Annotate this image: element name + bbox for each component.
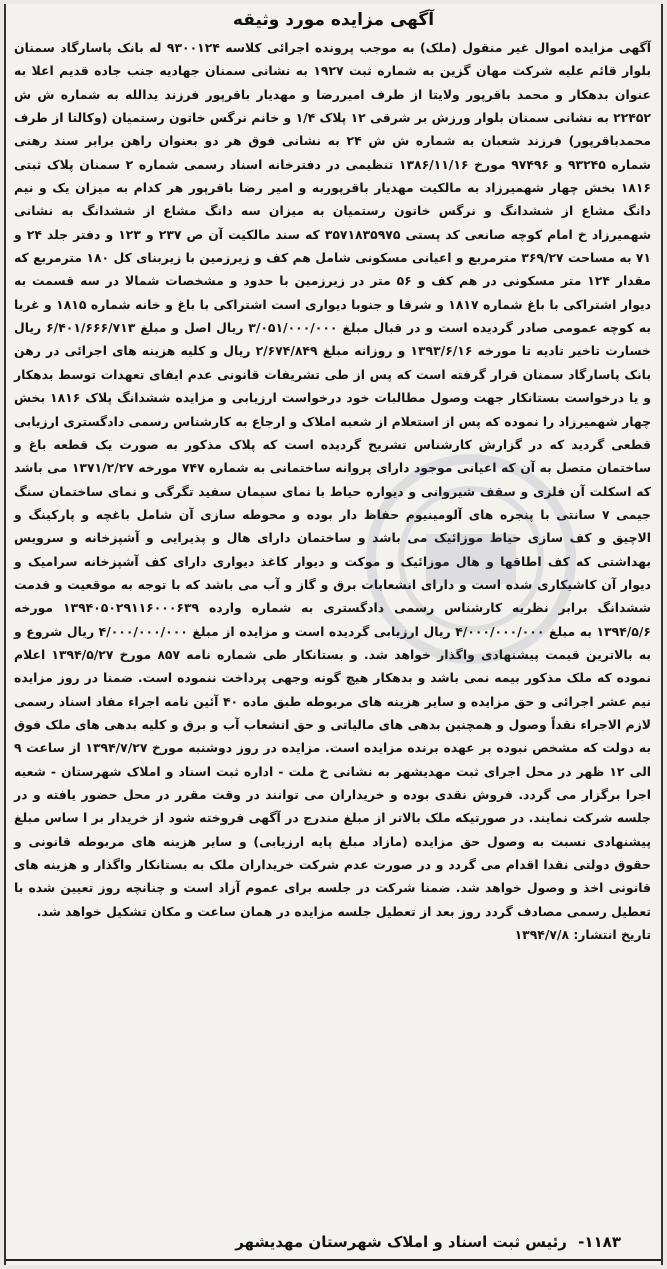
publish-date-label: تاریخ انتشار: [573,927,651,943]
notice-body: آگهی مزایده اموال غیر منقول (ملک) به موجب پرونده اجرائی کلاسه ۹۳۰۰۱۲۴ له بانک پاسارگاد سمنان بلوار قائم علیه شرکت مهان گزین به شماره ثبت ۱۹۲۷ به نشانی سمنان جهادیه جنب جاده قدیم اعلا به عنوان بدهکار و محمد باقرپور ولایتا از طرف امیررضا و مهدیار باقرپور فرزند یدالله به شماره ش ش ۲۲۴۵۲ به نشانی سمنان بلوار ورزش بر شرقی ۱۲ پلاک ۱/۴ و خانم نرگس خاتون رستمیان (وکالتا از طرف محمدباقرپور) فرزند شعبان به شماره ش ش ۲۴ به نشانی فوق هر دو بعنوان راهن برابر سند رهنی شماره ۹۳۲۴۵ و ۹۷۴۹۶ مورخ ۱۳۸۶/۱۱/۱۶ تنظیمی در دفترخانه اسناد رسمی شماره ۲ سمنان پلاک ثبتی ۱۸۱۶ بخش چهار شهمیرزاد به مالکیت مهدیار باقرپوربه و امیر رضا باقرپور هر کدام به میزان یک و نیم دانگ مشاع از ششدانگ و نرگس خاتون رستمیان به میزان سه دانگ مشاع از ششدانگ به نشانی شهمیرزاد خ امام کوچه صانعی کد پستی ۳۵۷۱۸۳۵۹۷۵ که سند مالکیت آن ص ۲۳۷ و ۱۲۳ و دفتر جلد ۲۴ و ۷۱ به مساحت ۳۶۹/۲۷ مترمربع و اعیانی مسکونی شامل هم کف و زیرزمین با زیربنای کل ۱۸۰ مترمربع که مقدار ۱۲۴ متر مسکونی در هم کف و ۵۶ متر در زیرزمین با حدود و مشخصات شمالا در سه قسمت به دیوار اشتراکی با باغ شماره ۱۸۱۷ و شرقا و جنوبا دیواری است اشتراکی با باغ و خانه شماره ۱۸۱۵ و غربا به کوچه عمومی صادر گردیده است و در قبال مبلغ ۳/۰۵۱/۰۰۰/۰۰۰ ریال اصل و مبلغ ۶/۴۰۱/۶۶۶/۷۱۳ ریال خسارت تاخیر تادیه تا مورخه ۱۳۹۳/۶/۱۶ و روزانه مبلغ ۲/۶۷۴/۸۴۹ ریال و کلیه هزینه های اجرائی در رهن بانک پاسارگاد سمنان قرار گرفته است که پس از طی تشریفات قانونی عدم ایفای تعهدات توسط بدهکار و یا درخواست بستانکار جهت وصول مطالبات خود درخواست ارزیابی و مزایده ششدانگ پلاک ۱۸۱۶ بخش چهار شهمیرزاد را نموده که پس از استعلام از شعبه املاک و ارجاع به کارشناس رسمی دادگستری ارزیابی قطعی گردید که در گزارش کارشناس تشریح گردیده است که پلاک مذکور به صورت یک قطعه باغ و ساختمان متصل به آن که اعیانی موجود دارای پروانه ساختمانی به شماره ۷۴۷ مورخه ۱۳۷۱/۲/۲۷ می باشد که اسکلت آن فلزی و سقف شیروانی و دیواره حیاط با نمای سیمان سفید تگرگی و نمای ساختمان سنگ جیمی ۷ سانتی با پنجره های آلومینیوم حفاظ دار بوده و محوطه سازی آن شامل باغچه و پارکینگ و الاچیق و کف سازی حیاط موزائیک می باشد و ساختمان دارای هال و پذیرایی و آشپزخانه و سرویس بهداشتی که کف اطاقها و هال موزائیک و موکت و دیوار کاغذ دیواری دارای کف آشپزخانه سرامیک و دیوار آن کاشیکاری شده است و دارای انشعابات برق و گاز و آب می باشد که با توجه به موقعیت و قدمت ششدانگ برابر نظریه کارشناس رسمی دادگستری به شماره وارده ۱۳۹۴۰۵۰۲۹۱۱۶۰۰۰۶۳۹ مورخه ۱۳۹۴/۵/۶ به مبلغ ۴/۰۰۰/۰۰۰/۰۰۰ ریال ارزیابی گردیده است و مزایده از مبلغ ۴/۰۰۰/۰۰۰/۰۰۰ ریال شروع و به بالاترین قیمت پیشنهادی واگذار خواهد شد. و بستانکار طی شماره نامه ۸۵۷ مورخ ۱۳۹۴/۵/۲۷ اعلام نموده که ملک مذکور بیمه نمی باشد و بدهکار هیچ گونه وجهی پرداخت ننموده است. ضمنا در روز مزایده نیم عشر اجرائی و حق مزایده و سایر هزینه های مربوطه طبق ماده ۴۰ آئین نامه اجراء مفاد اسناد رسمی لازم الاجراء نقداً وصول و همچنین بدهی های مالیاتی و حق انشعاب آب و برق و کلیه بدهی های ملک فوق به دولت که مشخص نبوده بر عهده برنده مزایده است. مزایده در روز دوشنبه مورخ ۱۳۹۴/۷/۲۷ از ساعت ۹ الی ۱۲ ظهر در محل اجرای ثبت مهدیشهر به نشانی خ ملت - اداره ثبت اسناد و املاک شهرستان - شعبه اجرا برگزار می گردد. فروش نقدی بوده و خریداران می توانند در وقت مقرر در محل حضور یافته و در جلسه شرکت نمایند. در صورتیکه ملک بالاتر از مبلغ مندرج در آگهی فروخته شود از خریدار بر ا ساس مبلغ پیشنهادی نسبت به وصول حق مزایده (مازاد مبلغ پایه ارزیابی) و سایر هزینه های مربوطه قانونی و حقوق دولتی نقدا اقدام می گردد و در صورت عدم شرکت خریداران ملک به بستانکار واگذار و هزینه های قانونی اخذ و وصول خواهد شد. ضمنا شرکت در جلسه برای عموم آزاد است و چنانچه روز تعیین شده با تعطیل رسمی مصادف گردد روز بعد از تعطیل جلسه مزایده در همان ساعت و مکان تشکیل خواهد شد. [14,40,652,919]
signature-text: رئیس ثبت اسناد و املاک شهرستان مهدیشهر [235,1233,567,1251]
notice-title: آگهی مزایده مورد وثیقه [232,10,435,30]
next-notice-edge [6,1259,661,1265]
signature-number: ۱۱۸۳- [578,1233,621,1251]
signature-line [6,1233,661,1251]
notice-clipping [4,4,663,1265]
publish-date: ۱۳۹۴/۷/۸ [514,927,570,943]
publish-date-line [6,923,661,946]
